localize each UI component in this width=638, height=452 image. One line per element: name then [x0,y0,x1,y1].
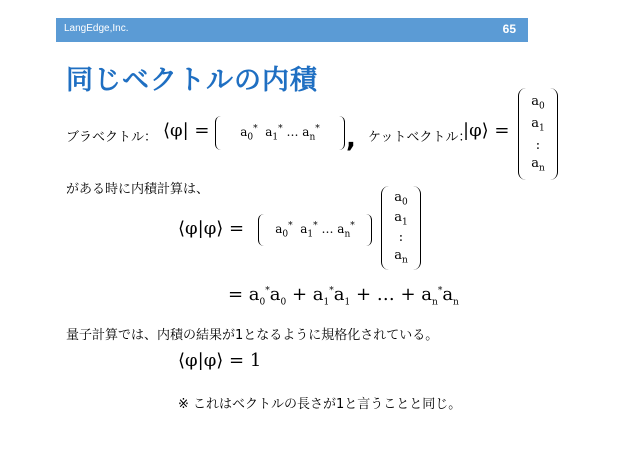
inner-ket-entry-an: $a_n$ [394,248,408,266]
bra-label: ブラベクトル： [66,130,158,145]
inner-bra-entries: $a_0^*$ $a_1^*$ … $a_n^*$ [275,220,355,240]
ket-entry-a0: $a_0$ [531,94,545,112]
sentence-2: 量子計算では、内積の結果が1となるように規格化されている。 [66,328,439,343]
bra-lhs: ⟨φ| = [163,120,210,141]
slide-title: 同じベクトルの内積 [66,65,318,96]
normalization-equation: ⟨φ|φ⟩ = 1 [178,350,262,371]
bra-entry-0: $a_0^*$ $a_1^*$ … $a_n^*$ [240,123,320,143]
inner-ket-entry-a1: $a_1$ [394,210,408,228]
inner-bra-row-vector [258,214,372,246]
note-text: ※ これはベクトルの長さが1と言うことと同じ。 [178,397,462,412]
ket-entry-a1: $a_1$ [531,116,545,134]
ket-label: ケットベクトル： [368,130,472,145]
company-name: LangEdge,Inc. [64,23,129,34]
page-number: 65 [502,22,516,36]
ket-entry-dots: : [535,138,541,153]
inner-product-result: = $a_0^*a_0 + a_1^*a_1$ + … + $a_n^*a_n$ [228,284,459,308]
ket-lhs: |φ⟩ = [463,120,510,141]
bra-row-vector [215,116,345,150]
inner-product-lhs: ⟨φ|φ⟩ = [178,218,245,239]
ket-entry-an: $a_n$ [531,156,545,174]
inner-ket-entry-a0: $a_0$ [394,190,408,208]
header-bar [56,18,528,42]
ket-column-vector [518,88,558,180]
sentence-1: がある時に内積計算は、 [66,182,210,197]
inner-ket-column-vector [381,186,421,270]
separator-comma: , [346,124,356,154]
inner-ket-entry-dots: : [398,230,404,245]
